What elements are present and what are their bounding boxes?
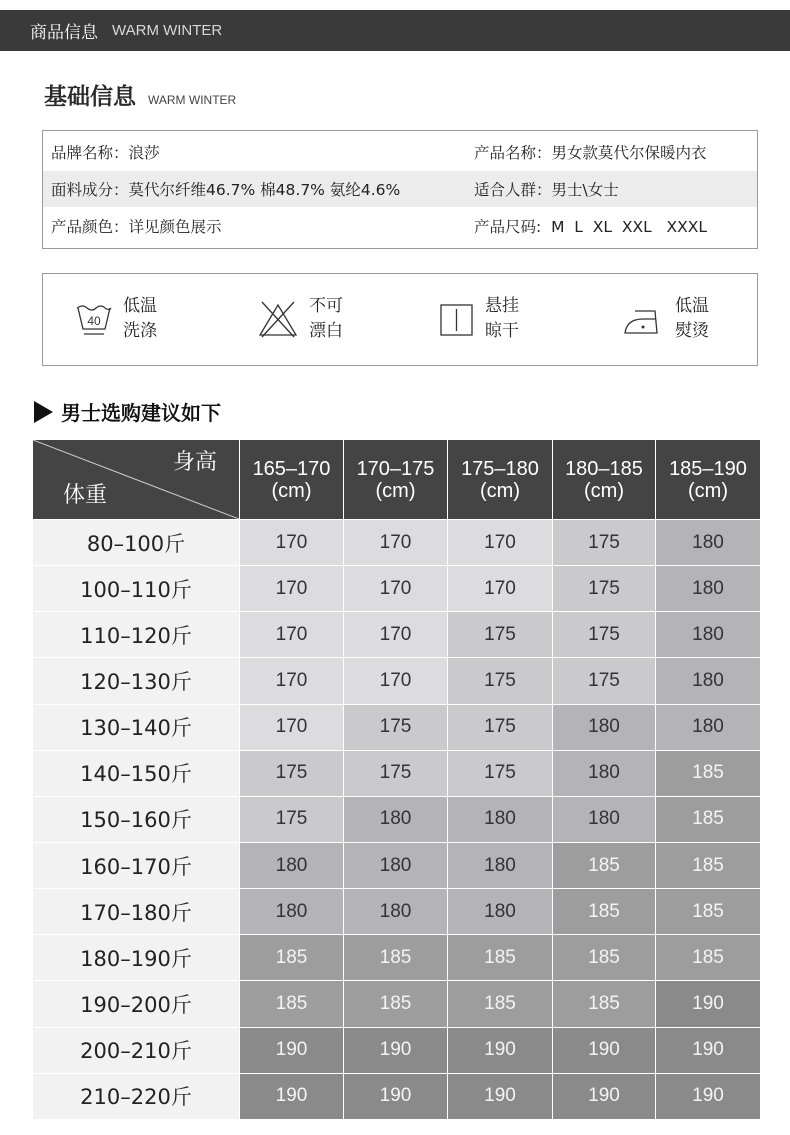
care-item-bleach xyxy=(257,294,343,344)
size-cell: 185 xyxy=(344,935,448,981)
weight-label: 130–140斤 xyxy=(33,704,240,750)
weight-label: 150–160斤 xyxy=(33,796,240,842)
size-cell: 185 xyxy=(656,750,761,796)
info-brand: 品牌名称：浪莎 xyxy=(51,144,160,162)
table-row xyxy=(33,658,761,704)
column-range: 185–190 xyxy=(669,457,747,480)
care-text xyxy=(485,294,519,344)
size-cell: 180 xyxy=(656,658,761,704)
size-cell: 175 xyxy=(553,612,656,658)
size-cell: 185 xyxy=(553,981,656,1027)
column-header xyxy=(553,440,656,520)
size-cell: 175 xyxy=(240,796,344,842)
weight-label: 160–170斤 xyxy=(33,842,240,888)
size-cell: 185 xyxy=(240,981,344,1027)
weight-label: 190–200斤 xyxy=(33,981,240,1027)
care-item-wash xyxy=(75,294,157,344)
column-unit: (cm) xyxy=(480,479,520,502)
info-row xyxy=(43,171,757,207)
weight-label: 80–100斤 xyxy=(33,520,240,566)
size-cell: 180 xyxy=(344,889,448,935)
size-cell: 175 xyxy=(448,704,553,750)
column-header xyxy=(448,440,553,520)
size-cell: 180 xyxy=(448,796,553,842)
info-color: 产品颜色：详见颜色展示 xyxy=(51,218,222,236)
basic-info-title-cn: 基础信息 xyxy=(44,84,136,110)
size-cell: 170 xyxy=(240,566,344,612)
size-cell: 180 xyxy=(656,612,761,658)
column-header xyxy=(656,440,761,520)
size-cell: 190 xyxy=(240,1073,344,1119)
size-cell: 180 xyxy=(656,704,761,750)
size-cell: 190 xyxy=(448,1073,553,1119)
size-cell: 190 xyxy=(448,1027,553,1073)
table-row xyxy=(33,750,761,796)
size-cell: 190 xyxy=(344,1027,448,1073)
size-cell: 180 xyxy=(553,796,656,842)
size-cell: 185 xyxy=(553,842,656,888)
care-line: 洗涤 xyxy=(123,321,157,341)
info-product-name: 产品名称：男女款莫代尔保暖内衣 xyxy=(474,144,707,162)
column-range: 180–185 xyxy=(565,457,643,480)
table-row xyxy=(33,981,761,1027)
weight-label: 110–120斤 xyxy=(33,612,240,658)
header-subtitle: WARM WINTER xyxy=(112,22,223,39)
column-unit: (cm) xyxy=(271,479,312,502)
column-range: 175–180 xyxy=(461,457,539,480)
size-cell: 170 xyxy=(344,612,448,658)
weight-label: 180–190斤 xyxy=(33,935,240,981)
wash-40-icon xyxy=(75,299,113,339)
column-unit: (cm) xyxy=(688,479,728,502)
size-cell: 185 xyxy=(656,796,761,842)
table-row xyxy=(33,612,761,658)
basic-info-title-en: WARM WINTER xyxy=(148,93,237,107)
care-item-hang xyxy=(439,294,519,344)
size-cell: 180 xyxy=(553,704,656,750)
care-item-iron xyxy=(621,294,709,344)
size-cell: 180 xyxy=(448,842,553,888)
size-cell: 170 xyxy=(240,658,344,704)
size-cell: 170 xyxy=(344,658,448,704)
size-cell: 190 xyxy=(344,1073,448,1119)
size-cell: 175 xyxy=(553,520,656,566)
size-cell: 190 xyxy=(656,1027,761,1073)
size-cell: 185 xyxy=(656,889,761,935)
size-cell: 190 xyxy=(656,981,761,1027)
table-corner xyxy=(33,440,240,520)
weight-label: 210–220斤 xyxy=(33,1073,240,1119)
care-line: 不可 xyxy=(309,296,343,316)
size-cell: 170 xyxy=(344,566,448,612)
size-cell: 180 xyxy=(553,750,656,796)
size-cell: 170 xyxy=(240,520,344,566)
size-cell: 175 xyxy=(448,612,553,658)
size-cell: 175 xyxy=(240,750,344,796)
table-row xyxy=(33,704,761,750)
care-text xyxy=(309,294,343,344)
table-row xyxy=(33,1073,761,1119)
header-bar xyxy=(0,10,790,51)
size-cell: 185 xyxy=(656,842,761,888)
size-cell: 190 xyxy=(553,1073,656,1119)
size-cell: 180 xyxy=(344,796,448,842)
size-cell: 180 xyxy=(344,842,448,888)
corner-weight-label: 体重 xyxy=(63,483,108,508)
care-line: 漂白 xyxy=(309,321,343,341)
care-line: 低温 xyxy=(123,296,157,316)
basic-info-title xyxy=(44,78,236,111)
size-cell: 170 xyxy=(448,520,553,566)
table-row xyxy=(33,889,761,935)
table-row xyxy=(33,935,761,981)
corner-height-label: 身高 xyxy=(172,450,217,475)
info-fabric: 面料成分：莫代尔纤维46.7% 棉48.7% 氨纶4.6% xyxy=(51,181,401,199)
weight-label: 120–130斤 xyxy=(33,658,240,704)
column-header xyxy=(240,440,344,520)
column-unit: (cm) xyxy=(584,479,624,502)
size-cell: 170 xyxy=(448,566,553,612)
table-row xyxy=(33,566,761,612)
weight-label: 140–150斤 xyxy=(33,750,240,796)
column-range: 165–170 xyxy=(252,457,331,480)
table-row xyxy=(33,796,761,842)
care-text xyxy=(123,294,157,344)
low-iron-icon xyxy=(621,299,665,339)
men-section-title-text: 男士选购建议如下 xyxy=(61,401,221,425)
size-cell: 180 xyxy=(656,566,761,612)
size-cell: 175 xyxy=(448,750,553,796)
table-header-row xyxy=(33,440,761,520)
info-target-group: 适合人群：男士\女士 xyxy=(474,181,619,199)
table-row xyxy=(33,520,761,566)
size-cell: 175 xyxy=(344,704,448,750)
size-cell: 175 xyxy=(344,750,448,796)
size-cell: 190 xyxy=(656,1073,761,1119)
column-unit: (cm) xyxy=(375,479,416,502)
care-line: 低温 xyxy=(675,296,709,316)
header-title: 商品信息 xyxy=(30,23,98,43)
weight-label: 100–110斤 xyxy=(33,566,240,612)
size-cell: 180 xyxy=(240,842,344,888)
column-range: 170–175 xyxy=(356,457,435,480)
svg-text:40: 40 xyxy=(87,314,101,328)
size-cell: 185 xyxy=(553,889,656,935)
size-cell: 190 xyxy=(553,1027,656,1073)
info-sizes: 产品尺码: M L XL XXL XXXL xyxy=(474,218,708,236)
info-row xyxy=(43,208,757,244)
size-cell: 170 xyxy=(240,612,344,658)
men-section-title xyxy=(34,397,221,426)
care-text xyxy=(675,294,709,344)
care-line: 晾干 xyxy=(485,321,519,341)
size-cell: 190 xyxy=(240,1027,344,1073)
size-cell: 180 xyxy=(240,889,344,935)
size-cell: 170 xyxy=(240,704,344,750)
size-cell: 185 xyxy=(448,935,553,981)
weight-label: 200–210斤 xyxy=(33,1027,240,1073)
info-row xyxy=(43,134,757,170)
size-cell: 185 xyxy=(448,981,553,1027)
size-cell: 170 xyxy=(344,520,448,566)
size-cell: 175 xyxy=(553,566,656,612)
size-cell: 185 xyxy=(344,981,448,1027)
size-cell: 185 xyxy=(656,935,761,981)
size-cell: 175 xyxy=(448,658,553,704)
triangle-right-icon xyxy=(34,401,53,423)
table-row xyxy=(33,1027,761,1073)
hang-dry-icon xyxy=(439,299,475,339)
care-instructions-box xyxy=(42,273,758,366)
no-bleach-icon xyxy=(257,299,299,339)
table-body xyxy=(33,520,761,1120)
weight-label: 170–180斤 xyxy=(33,889,240,935)
care-line: 熨烫 xyxy=(675,321,709,341)
size-cell: 175 xyxy=(553,658,656,704)
table-row xyxy=(33,842,761,888)
basic-info-box xyxy=(42,130,758,249)
size-chart-table xyxy=(32,439,761,1120)
column-header xyxy=(344,440,448,520)
size-cell: 180 xyxy=(448,889,553,935)
size-cell: 180 xyxy=(656,520,761,566)
size-cell: 185 xyxy=(553,935,656,981)
care-line: 悬挂 xyxy=(485,296,519,316)
size-cell: 185 xyxy=(240,935,344,981)
